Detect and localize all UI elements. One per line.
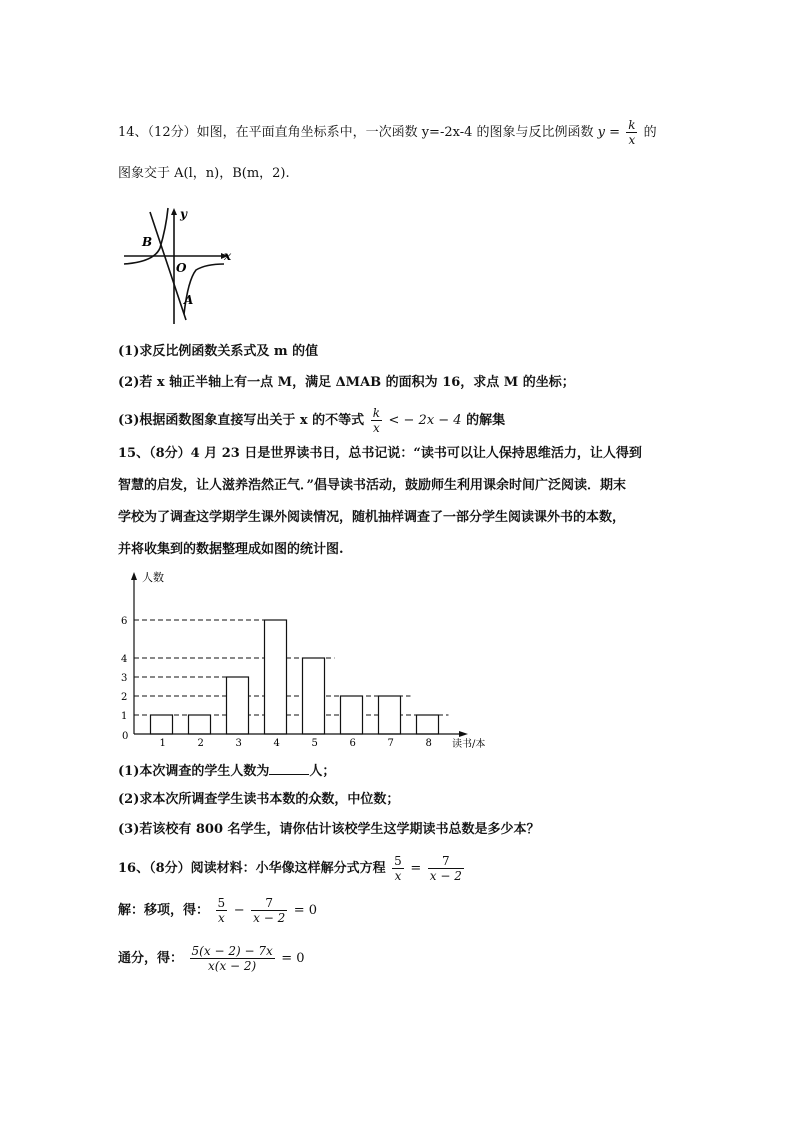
q14-sub3-num: k — [372, 406, 380, 420]
q16-step1-frac-b — [251, 896, 287, 925]
q15-sub1-post: 人； — [309, 764, 336, 779]
q14-func-num: k — [628, 118, 636, 132]
y-axis-arrow — [171, 208, 177, 215]
q15-line-2: 智慧的启发，让人滋养浩然正气．”倡导读书活动，鼓励师生利用课余时间广泛阅读．期末 — [118, 478, 626, 493]
q14-sub3-den: x — [371, 420, 382, 435]
label-A: A — [184, 293, 194, 307]
label-x: x — [224, 249, 232, 263]
q16-step2 — [118, 944, 305, 973]
q14-sub3-inequality: < − 2x − 4 — [388, 413, 462, 428]
x-tick-label-6: 6 — [349, 738, 356, 749]
q16-eq-left-num: 5 — [394, 854, 402, 868]
q15-sub1 — [118, 760, 335, 782]
q16-step2-label: 通分，得： — [118, 951, 184, 966]
q16-step1-b-den: x − 2 — [253, 911, 286, 925]
q16-eq-left — [392, 854, 404, 883]
q16-eq-sign: = — [410, 861, 422, 876]
x-tick-label-1: 1 — [159, 738, 166, 749]
q14-func-den: x — [626, 132, 637, 147]
label-origin: O — [176, 261, 187, 275]
q14-sub3-fraction — [371, 406, 382, 435]
q16-step1-b-num: 7 — [265, 896, 274, 910]
bar-6 — [341, 696, 363, 734]
x-tick-label-3: 3 — [235, 738, 242, 749]
bar-8 — [417, 715, 439, 734]
q14-sub3-post: 的解集 — [466, 413, 506, 428]
q16-step1-label: 解：移项，得： — [118, 903, 210, 918]
q15-sub1-pre: (1)本次调查的学生人数为 — [118, 764, 270, 779]
q14-func-y: y = — [597, 125, 621, 140]
q16-header: 16、（8分）阅读材料：小华像这样解分式方程 — [118, 861, 386, 876]
q16-eq-right — [428, 854, 464, 883]
x-tick-label-2: 2 — [197, 738, 204, 749]
q14-header-line — [118, 118, 657, 147]
q16-header-line — [118, 854, 466, 883]
q16-step2-num: 5(x − 2) − 7x — [191, 944, 273, 958]
y-tick-label-1: 1 — [121, 711, 128, 722]
q16-step2-rhs: = 0 — [281, 951, 305, 966]
q16-eq-right-den: x − 2 — [429, 869, 462, 883]
x-tick-label-5: 5 — [311, 738, 318, 749]
q14-sub2: (2)若 x 轴正半轴上有一点 M，满足 ΔMAB 的面积为 16，求点 M 的坐标； — [118, 375, 575, 390]
q16-step1-frac-a — [216, 896, 228, 925]
y-tick-label-6: 6 — [121, 616, 128, 627]
q14-header-end: 的 — [643, 125, 657, 140]
label-B: B — [142, 235, 153, 249]
q14-graph — [120, 204, 240, 328]
chart-y-label: 人数 — [142, 571, 164, 584]
y-tick-label-4: 4 — [121, 654, 128, 665]
q14-func-fraction — [626, 118, 637, 147]
q14-header: 14、（12分）如图，在平面直角坐标系中，一次函数 y=-2x-4 的图象与反比例函数 — [118, 125, 594, 140]
q15-line-4: 并将收集到的数据整理成如图的统计图. — [118, 542, 344, 557]
q14-sub1: (1)求反比例函数关系式及 m 的值 — [118, 344, 319, 359]
label-y: y — [180, 207, 187, 221]
bar-5 — [303, 658, 325, 734]
q14-sub3-line — [118, 406, 505, 435]
chart-x-label: 读书/本 — [452, 739, 486, 750]
chart-x-axis-arrow — [459, 731, 468, 737]
q14-line2: 图象交于 A(l，n)，B(m，2). — [118, 166, 290, 181]
q16-step2-den: x(x − 2) — [190, 958, 275, 973]
q16-eq-right-num: 7 — [442, 854, 450, 868]
q16-step1-a-num: 5 — [217, 896, 226, 910]
q16-step1-minus: − — [233, 903, 245, 918]
q16-step1 — [118, 896, 317, 925]
chart-origin-label: 0 — [122, 731, 129, 742]
q16-step1-a-den: x — [216, 910, 228, 925]
bar-1 — [151, 715, 173, 734]
y-tick-label-2: 2 — [121, 692, 128, 703]
q16-step2-frac — [190, 944, 275, 973]
x-tick-label-8: 8 — [425, 738, 432, 749]
bar-3 — [227, 677, 249, 734]
q15-sub2: (2)求本次所调查学生读书本数的众数，中位数； — [118, 792, 400, 807]
bar-2 — [189, 715, 211, 734]
q14-sub3-pre: (3)根据函数图象直接写出关于 x 的不等式 — [118, 413, 365, 428]
q15-line-1: 15、（8分）4 月 23 日是世界读书日，总书记说：“读书可以让人保持思维活力，让人得到 — [118, 446, 642, 461]
chart-y-axis-arrow — [131, 572, 137, 580]
x-tick-label-7: 7 — [387, 738, 394, 749]
q15-sub1-blank[interactable] — [269, 760, 309, 775]
q15-line-3: 学校为了调查这学期学生课外阅读情况，随机抽样调查了一部分学生阅读课外书的本数， — [118, 510, 626, 525]
q15-sub3: (3)若该校有 800 名学生，请你估计该校学生这学期读书总数是多少本？ — [118, 822, 540, 837]
q16-eq-left-den: x — [392, 868, 404, 883]
bar-4 — [265, 620, 287, 734]
q15-bar-chart — [110, 566, 500, 752]
x-tick-label-4: 4 — [273, 738, 280, 749]
y-tick-label-3: 3 — [121, 673, 128, 684]
bar-7 — [379, 696, 401, 734]
q16-step1-rhs: = 0 — [293, 903, 318, 918]
